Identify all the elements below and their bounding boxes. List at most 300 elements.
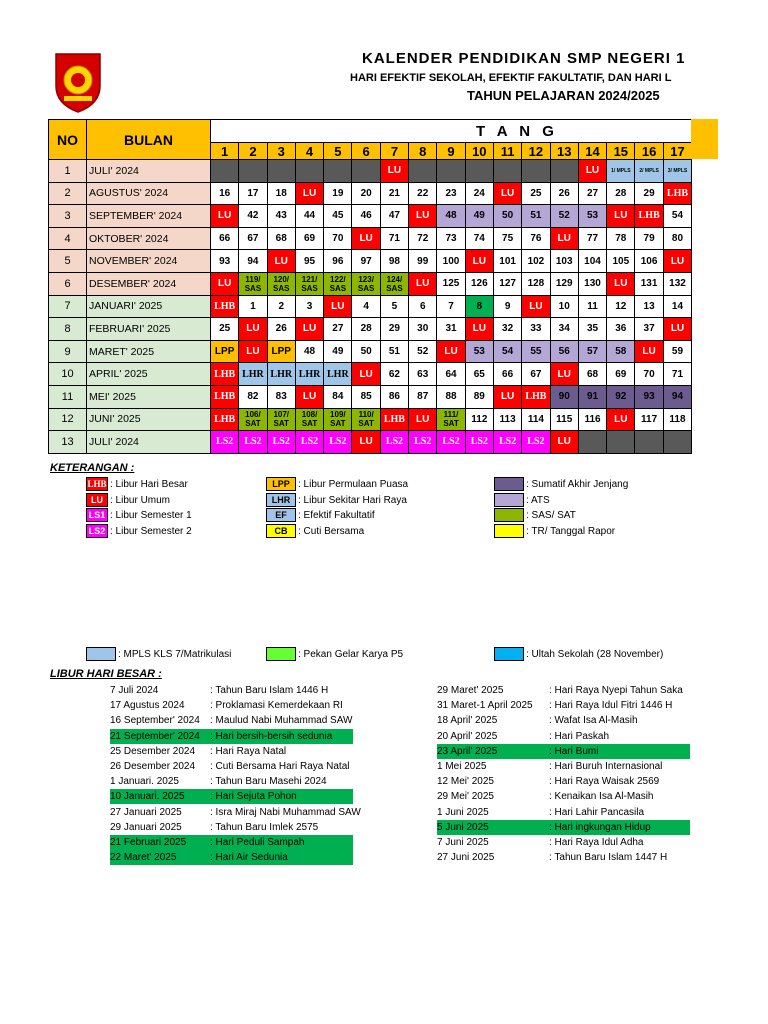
legend-swatch: LU	[86, 493, 108, 507]
holiday-row	[437, 850, 690, 865]
day-cell: 29	[635, 182, 663, 205]
row-number: 11	[49, 385, 87, 408]
day-cell: 67	[522, 363, 550, 386]
day-cell: LU	[352, 363, 380, 386]
legend-label: : Libur Sekitar Hari Raya	[298, 494, 407, 506]
holiday-row	[110, 835, 353, 850]
day-cell: 50	[352, 340, 380, 363]
day-cell: 114	[522, 408, 550, 431]
legend-label: : Ultah Sekolah (28 November)	[526, 648, 664, 660]
day-cell: LS2	[493, 431, 521, 454]
holiday-date: 12 Mei' 2025	[437, 776, 494, 788]
holiday-name: : Hari Air Sedunia	[210, 852, 288, 864]
day-cell: LU	[578, 160, 606, 183]
header-extension	[691, 119, 718, 159]
day-cell: LU	[550, 431, 578, 454]
day-cell: 20	[352, 182, 380, 205]
day-cell: 93	[211, 250, 239, 273]
holiday-row	[110, 744, 353, 759]
day-cell: LS2	[522, 431, 550, 454]
row-month: DESEMBER' 2024	[87, 272, 211, 295]
holiday-name: : Hari Paskah	[549, 730, 610, 742]
holiday-row	[110, 698, 353, 713]
day-cell: 6	[409, 295, 437, 318]
day-cell: LU	[607, 272, 635, 295]
holiday-date: 20 April' 2025	[437, 730, 498, 742]
day-cell: 69	[607, 363, 635, 386]
row-number: 4	[49, 227, 87, 250]
day-header: 9	[437, 143, 465, 160]
day-cell: 25	[522, 182, 550, 205]
holiday-row	[437, 713, 690, 728]
day-cell: LHB	[380, 408, 408, 431]
table-row	[49, 205, 692, 228]
day-cell: LHB	[635, 205, 663, 228]
day-cell: 111/ SAT	[437, 408, 465, 431]
day-cell: 32	[493, 318, 521, 341]
day-cell: LHB	[522, 385, 550, 408]
day-cell: 79	[635, 227, 663, 250]
day-cell: 77	[578, 227, 606, 250]
day-cell: 36	[607, 318, 635, 341]
legend-swatch	[266, 647, 296, 661]
day-cell: 24	[465, 182, 493, 205]
legend-swatch	[494, 508, 524, 522]
holiday-name: : Hari Raya Waisak 2569	[549, 776, 660, 788]
day-cell: 46	[352, 205, 380, 228]
day-cell: 103	[550, 250, 578, 273]
day-header: 14	[578, 143, 606, 160]
holiday-row	[110, 789, 353, 804]
day-cell: LS2	[295, 431, 323, 454]
holiday-date: 26 Desember 2024	[110, 761, 196, 772]
day-cell: 70	[324, 227, 352, 250]
libur-title: LIBUR HARI BESAR :	[50, 668, 162, 680]
day-cell: 129	[550, 272, 578, 295]
day-cell: 99	[409, 250, 437, 273]
holiday-date: 1 Juni 2025	[437, 806, 489, 818]
day-cell: 90	[550, 385, 578, 408]
day-header: 15	[607, 143, 635, 160]
day-cell: 126	[465, 272, 493, 295]
day-cell: LU	[239, 340, 267, 363]
legend-item	[494, 647, 663, 661]
day-cell: 107/ SAT	[267, 408, 295, 431]
day-cell: 106	[635, 250, 663, 273]
legend-swatch: LS2	[86, 524, 108, 538]
row-number: 1	[49, 160, 87, 183]
row-month: OKTOBER' 2024	[87, 227, 211, 250]
col-header-no: NO	[49, 120, 87, 160]
day-cell: 75	[493, 227, 521, 250]
day-cell: 124/ SAS	[380, 272, 408, 295]
day-cell: LU	[352, 431, 380, 454]
day-cell: LHR	[267, 363, 295, 386]
day-cell: 12	[607, 295, 635, 318]
day-cell: LS2	[380, 431, 408, 454]
day-cell: 2/ MPLS	[635, 160, 663, 183]
day-cell: 70	[635, 363, 663, 386]
day-cell: 71	[663, 363, 691, 386]
keterangan-title: KETERANGAN :	[50, 462, 135, 474]
day-cell: 82	[239, 385, 267, 408]
holiday-date: 1 Mei 2025	[437, 761, 487, 772]
row-month: JANUARI' 2025	[87, 295, 211, 318]
day-cell: 8	[465, 295, 493, 318]
day-cell: LU	[522, 295, 550, 318]
day-cell: 112	[465, 408, 493, 431]
day-header: 13	[550, 143, 578, 160]
day-cell: 26	[550, 182, 578, 205]
row-number: 6	[49, 272, 87, 295]
table-row	[49, 182, 692, 205]
day-cell: 87	[409, 385, 437, 408]
legend-item	[266, 508, 375, 522]
table-row	[49, 408, 692, 431]
row-month: AGUSTUS' 2024	[87, 182, 211, 205]
day-cell	[522, 160, 550, 183]
day-cell: 26	[267, 318, 295, 341]
day-cell: LU	[324, 295, 352, 318]
holiday-row	[110, 759, 353, 774]
day-cell: 28	[352, 318, 380, 341]
day-cell: LU	[409, 272, 437, 295]
day-cell: 21	[380, 182, 408, 205]
day-cell: 43	[267, 205, 295, 228]
legend-label: : Libur Umum	[110, 494, 171, 506]
day-cell: 59	[663, 340, 691, 363]
holiday-name: : Hari Raya Natal	[210, 745, 287, 757]
holiday-date: 22 Maret' 2025	[110, 852, 177, 864]
holiday-date: 29 Mei' 2025	[437, 791, 494, 803]
day-cell: 51	[522, 205, 550, 228]
day-cell: 55	[522, 340, 550, 363]
holiday-name: : Hari Peduli Sampah	[210, 837, 305, 848]
day-cell: LHB	[211, 385, 239, 408]
day-cell: 19	[324, 182, 352, 205]
row-month: JULI' 2024	[87, 160, 211, 183]
table-row	[49, 385, 692, 408]
day-cell: 5	[380, 295, 408, 318]
day-cell: 132	[663, 272, 691, 295]
day-cell: 85	[352, 385, 380, 408]
day-cell: 98	[380, 250, 408, 273]
day-cell: LU	[493, 182, 521, 205]
day-cell: LHB	[211, 408, 239, 431]
day-cell: 57	[578, 340, 606, 363]
row-month: NOVEMBER' 2024	[87, 250, 211, 273]
holiday-row	[437, 774, 690, 789]
day-cell: 83	[267, 385, 295, 408]
holiday-row	[437, 744, 690, 759]
day-cell: LU	[295, 385, 323, 408]
day-cell: 94	[239, 250, 267, 273]
day-cell: LU	[465, 318, 493, 341]
day-cell: 44	[295, 205, 323, 228]
day-cell: 109/ SAT	[324, 408, 352, 431]
day-cell: 47	[380, 205, 408, 228]
day-cell: 73	[437, 227, 465, 250]
legend-label: : Efektif Fakultatif	[298, 509, 375, 521]
holiday-name: : Hari Raya Idul Fitri 1446 H	[549, 700, 673, 712]
day-cell: LS2	[437, 431, 465, 454]
legend-label: : Cuti Bersama	[298, 525, 365, 537]
holiday-name: : Hari Bumi	[549, 745, 599, 757]
day-cell: LU	[295, 182, 323, 205]
holiday-row	[110, 729, 353, 744]
legend-label: : SAS/ SAT	[526, 509, 576, 521]
legend-item	[494, 508, 576, 522]
day-header: 4	[295, 143, 323, 160]
holiday-date: 27 Januari 2025	[110, 806, 182, 818]
day-cell: 22	[409, 182, 437, 205]
day-cell: 11	[578, 295, 606, 318]
day-cell: LU	[211, 205, 239, 228]
holiday-name: : Maulud Nabi Muhammad SAW	[210, 715, 353, 727]
legend-label: : Pekan Gelar Karya P5	[298, 648, 404, 660]
holiday-row	[110, 820, 353, 835]
table-row	[49, 272, 692, 295]
day-cell: LU	[380, 160, 408, 183]
day-cell: 84	[324, 385, 352, 408]
day-cell: 27	[324, 318, 352, 341]
day-header: 11	[493, 143, 521, 160]
day-cell: 28	[607, 182, 635, 205]
calendar-table-wrap	[48, 119, 718, 454]
legend-swatch: LS1	[86, 508, 108, 522]
day-cell	[465, 160, 493, 183]
legend-swatch: LHB	[87, 479, 107, 489]
holiday-date: 1 Januari. 2025	[110, 776, 179, 788]
day-header: 10	[465, 143, 493, 160]
day-cell: 71	[380, 227, 408, 250]
day-cell: 88	[437, 385, 465, 408]
day-cell	[239, 160, 267, 183]
day-cell: 92	[607, 385, 635, 408]
day-cell: 130	[578, 272, 606, 295]
legend-item	[86, 477, 188, 491]
legend-item	[266, 524, 364, 538]
table-row	[49, 250, 692, 273]
holiday-name: : Tahun Baru Masehi 2024	[210, 776, 327, 788]
day-cell: 53	[578, 205, 606, 228]
legend-label: : Libur Semester 2	[110, 525, 192, 537]
holiday-date: 21 September' 2024	[110, 730, 200, 742]
holiday-row	[110, 713, 353, 728]
day-header: 2	[239, 143, 267, 160]
legend-swatch	[494, 647, 524, 661]
row-number: 9	[49, 340, 87, 363]
holiday-name: : Hari ingkungan Hidup	[549, 821, 651, 833]
day-cell: 3/ MPLS	[663, 160, 691, 183]
holiday-date: 21 Februari 2025	[110, 837, 187, 848]
table-row	[49, 227, 692, 250]
day-cell: 131	[635, 272, 663, 295]
holiday-row	[437, 759, 690, 774]
school-logo	[52, 52, 104, 114]
day-cell: LS2	[211, 431, 239, 454]
holiday-date: 27 Juni 2025	[437, 852, 495, 864]
legend-item	[86, 493, 170, 507]
holiday-date: 5 Juni 2025	[437, 821, 489, 833]
day-cell: 27	[578, 182, 606, 205]
day-cell: 51	[380, 340, 408, 363]
holiday-row	[437, 683, 690, 698]
day-cell: 1	[239, 295, 267, 318]
row-number: 12	[49, 408, 87, 431]
day-cell: 33	[522, 318, 550, 341]
row-number: 7	[49, 295, 87, 318]
legend-swatch	[86, 647, 116, 661]
holiday-row	[437, 698, 690, 713]
legend-label: : Sumatif Akhir Jenjang	[526, 478, 629, 490]
day-cell: LU	[239, 318, 267, 341]
row-number: 10	[49, 363, 87, 386]
holiday-row	[437, 729, 690, 744]
legend-item	[494, 524, 615, 538]
legend-swatch: EF	[266, 508, 296, 522]
day-cell: 42	[239, 205, 267, 228]
day-cell: 62	[380, 363, 408, 386]
legend-swatch	[494, 524, 524, 538]
day-cell: 52	[409, 340, 437, 363]
day-cell: 86	[380, 385, 408, 408]
day-cell: 68	[267, 227, 295, 250]
row-month: MEI' 2025	[87, 385, 211, 408]
day-cell: LHB	[211, 295, 239, 318]
page-subtitle: HARI EFEKTIF SEKOLAH, EFEKTIF FAKULTATIF, DAN HARI L	[350, 72, 672, 84]
day-cell: LU	[409, 408, 437, 431]
legend-swatch	[494, 493, 524, 507]
table-row	[49, 340, 692, 363]
day-cell: 102	[522, 250, 550, 273]
day-cell: 63	[409, 363, 437, 386]
holiday-date: 18 April' 2025	[437, 715, 498, 727]
day-cell: 65	[465, 363, 493, 386]
day-cell: 1/ MPLS	[607, 160, 635, 183]
day-cell: 18	[267, 182, 295, 205]
legend-label: : TR/ Tanggal Rapor	[526, 525, 616, 537]
holiday-row	[437, 789, 690, 804]
day-cell: LU	[409, 205, 437, 228]
legend-swatch: LHR	[266, 493, 296, 507]
legend-swatch	[494, 477, 524, 491]
day-cell: 121/ SAS	[295, 272, 323, 295]
row-number: 8	[49, 318, 87, 341]
day-cell: 45	[324, 205, 352, 228]
day-cell: LU	[267, 250, 295, 273]
day-cell: LU	[663, 250, 691, 273]
legend-item	[86, 524, 192, 538]
day-cell: LHR	[239, 363, 267, 386]
day-cell: 118	[663, 408, 691, 431]
holiday-name: : Wafat Isa Al-Masih	[549, 715, 638, 727]
day-cell: 94	[663, 385, 691, 408]
day-cell: 49	[324, 340, 352, 363]
day-cell: 35	[578, 318, 606, 341]
day-cell: LU	[607, 408, 635, 431]
legend-item	[266, 493, 407, 507]
day-cell: LU	[295, 318, 323, 341]
day-cell: 49	[465, 205, 493, 228]
legend-label: : MPLS KLS 7/Matrikulasi	[118, 648, 232, 660]
row-number: 2	[49, 182, 87, 205]
day-cell	[267, 160, 295, 183]
day-cell: 72	[409, 227, 437, 250]
day-header: 7	[380, 143, 408, 160]
holiday-name: : Isra Miraj Nabi Muhammad SAW	[210, 806, 361, 818]
day-cell	[550, 160, 578, 183]
day-cell: 17	[239, 182, 267, 205]
legend-item	[86, 647, 231, 661]
day-cell: 48	[295, 340, 323, 363]
day-header: 5	[324, 143, 352, 160]
day-cell: 10	[550, 295, 578, 318]
holiday-date: 10 Januari. 2025	[110, 791, 185, 803]
day-cell: 96	[324, 250, 352, 273]
day-cell: 66	[211, 227, 239, 250]
legend-item	[266, 647, 403, 661]
table-row	[49, 160, 692, 183]
holiday-date: 29 Maret' 2025	[437, 685, 504, 696]
day-cell: 58	[607, 340, 635, 363]
day-cell: LU	[550, 363, 578, 386]
legend-item	[266, 477, 408, 491]
day-cell: LS2	[409, 431, 437, 454]
day-header: 16	[635, 143, 663, 160]
calendar-table	[48, 119, 692, 454]
day-cell: LS2	[267, 431, 295, 454]
day-cell: 16	[211, 182, 239, 205]
day-cell: 37	[635, 318, 663, 341]
day-cell: 53	[465, 340, 493, 363]
day-cell: 54	[493, 340, 521, 363]
day-cell: 78	[607, 227, 635, 250]
day-cell: 115	[550, 408, 578, 431]
day-cell: 25	[211, 318, 239, 341]
day-cell: 101	[493, 250, 521, 273]
day-cell	[635, 431, 663, 454]
day-cell: 4	[352, 295, 380, 318]
holiday-date: 16 September' 2024	[110, 715, 200, 727]
day-cell: 74	[465, 227, 493, 250]
legend-swatch: LPP	[266, 477, 296, 491]
day-cell: LPP	[211, 340, 239, 363]
day-cell: 119/ SAS	[239, 272, 267, 295]
day-cell: 117	[635, 408, 663, 431]
day-cell: LPP	[267, 340, 295, 363]
day-header: 3	[267, 143, 295, 160]
day-cell	[211, 160, 239, 183]
legend-label: : Libur Hari Besar	[110, 478, 188, 490]
holiday-date: 17 Agustus 2024	[110, 700, 185, 712]
day-cell	[663, 431, 691, 454]
day-cell: 30	[409, 318, 437, 341]
table-row	[49, 295, 692, 318]
row-number: 13	[49, 431, 87, 454]
day-cell	[324, 160, 352, 183]
day-cell: 68	[578, 363, 606, 386]
day-cell: 128	[522, 272, 550, 295]
day-cell: LU	[352, 227, 380, 250]
table-row	[49, 431, 692, 454]
day-cell: 80	[663, 227, 691, 250]
col-header-bulan: BULAN	[87, 120, 211, 160]
holiday-date: 25 Desember 2024	[110, 745, 196, 757]
day-header: 6	[352, 143, 380, 160]
day-cell: LS2	[465, 431, 493, 454]
day-cell: 50	[493, 205, 521, 228]
